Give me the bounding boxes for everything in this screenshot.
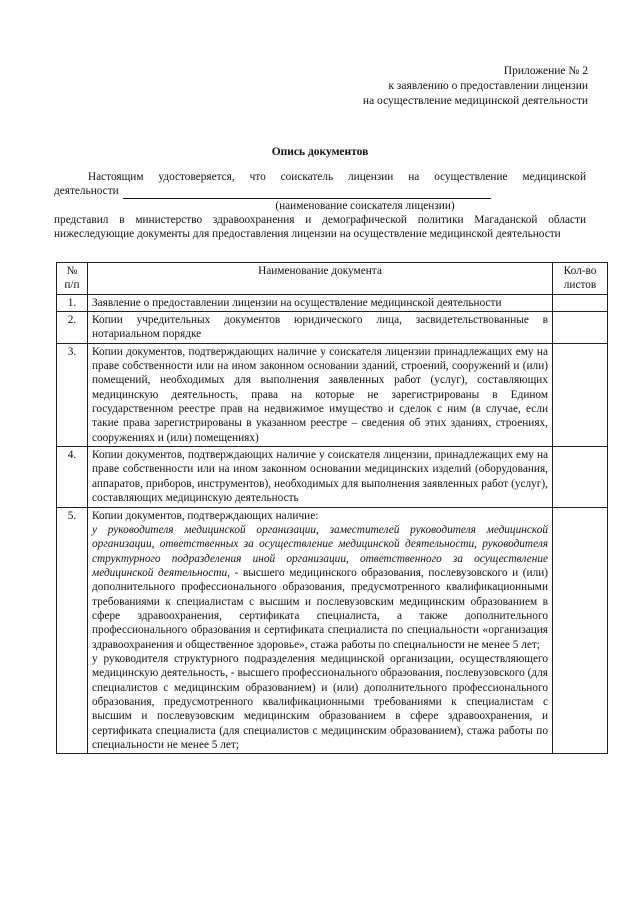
header-number: № п/п bbox=[57, 263, 88, 295]
row-number: 4. bbox=[57, 447, 88, 507]
intro-line-2-prefix: деятельности bbox=[54, 185, 119, 198]
intro-line-2 bbox=[54, 184, 586, 198]
row-5-paragraph-2: у руководителя структурного подразделения медицинской организации, осуществляющего медицинскую деятельность, - высшего профессионального образования, послевузовского (для специалистов с медицинским образованием) и (или) дополнительного профессионального образования, предусмотренного квалификационными требованиями к специалистам с высшим и послевузовским медицинским образованием в сфере здравоохранения, и сертификата специалиста (для специалистов с медицинским образованием), стажа работы по специальности не менее 5 лет; bbox=[92, 652, 548, 751]
row-sheet-count[interactable] bbox=[553, 343, 608, 446]
table-row bbox=[57, 447, 608, 507]
table-header-row bbox=[57, 263, 608, 295]
row-document-name: Копии документов, подтверждающих наличие у соискателя лицензии, принадлежащих ему на праве собственности или на ином законном основании медицинских изделий (оборудования, аппаратов, приборов, инструментов), необходимых для выполнения заявленных работ (услуг), составляющих медицинскую деятельность bbox=[88, 447, 553, 507]
intro-paragraph-2: представил в министерство здравоохранения и демографической политики Магаданской области нижеследующие документы для предоставления лицензии на осуществление медицинской деятельности bbox=[54, 214, 586, 241]
header-sheet-count: Кол-во листов bbox=[553, 263, 608, 295]
appendix-line-1: Приложение № 2 bbox=[503, 65, 588, 77]
row-5-italic-text: у руководителя медицинской организации, заместителей руководителя медицинской организации, ответственных за осуществление медицинской деятельности, руководителя структурного подразделения иной организации, ответственного за осуществление медицинской деятельности, bbox=[92, 523, 548, 579]
row-5-text-1: - высшего медицинского образования, послевузовского и (или) дополнительного профессионального образования, предусмотренного квалификационными требованиями к специалистам с высшим и послевузовским медицинским образованием в сфере здравоохранения, сертификата специалиста, а также дополнительного профессионального образования и сертификата специалиста по специальности «организация здравоохранения и общественное здоровье», стажа работы по специальности не менее 5 лет; bbox=[92, 566, 549, 651]
row-document-name: Копии документов, подтверждающих наличие у соискателя лицензии принадлежащих ему на праве собственности или на ином законном основании зданий, строений, сооружений и (или) помещений, необходимых для выполнения заявленных работ (услуг), составляющих медицинскую деятельность, права на которые не зарегистрированы в Едином государственном реестре прав на недвижимое имущество и сделок с ним (в случае, если такие права зарегистрированы в указанном реестре – сведения об этих зданиях, строениях, сооружениях и (или) помещениях) bbox=[88, 343, 553, 446]
table-row bbox=[57, 312, 608, 344]
intro-section bbox=[54, 170, 586, 242]
appendix-line-3: на осуществление медицинской деятельности bbox=[362, 94, 588, 107]
row-sheet-count[interactable] bbox=[553, 447, 608, 507]
row-5-paragraph-1 bbox=[92, 523, 548, 652]
row-number: 5. bbox=[57, 507, 88, 754]
document-title: Опись документов bbox=[271, 146, 369, 158]
row-sheet-count[interactable] bbox=[553, 507, 608, 754]
row-document-name: Заявление о предоставлении лицензии на осуществление медицинской деятельности bbox=[88, 294, 553, 311]
row-document-name: Копии учредительных документов юридического лица, засвидетельствованные в нотариальном порядке bbox=[88, 312, 553, 344]
row-sheet-count[interactable] bbox=[553, 294, 608, 311]
table-row bbox=[57, 507, 608, 754]
row-sheet-count[interactable] bbox=[553, 312, 608, 344]
row-number: 1. bbox=[57, 294, 88, 311]
appendix-header bbox=[363, 64, 588, 109]
row-number: 2. bbox=[57, 312, 88, 344]
row-number: 3. bbox=[57, 343, 88, 446]
intro-line-1: Настоящим удостоверяется, что соискатель лицензии на осуществление медицинской bbox=[88, 171, 586, 183]
row-document-name bbox=[88, 507, 553, 754]
table-row bbox=[57, 294, 608, 311]
header-document-name: Наименование документа bbox=[88, 263, 553, 295]
appendix-line-2: к заявлению о предоставлении лицензии bbox=[388, 79, 588, 92]
documents-table bbox=[56, 262, 608, 754]
applicant-name-caption: (наименование соискателя лицензии) bbox=[275, 199, 455, 212]
table-row bbox=[57, 343, 608, 446]
applicant-name-blank[interactable] bbox=[123, 187, 491, 199]
row-5-lead: Копии документов, подтверждающих наличие: bbox=[92, 509, 319, 522]
